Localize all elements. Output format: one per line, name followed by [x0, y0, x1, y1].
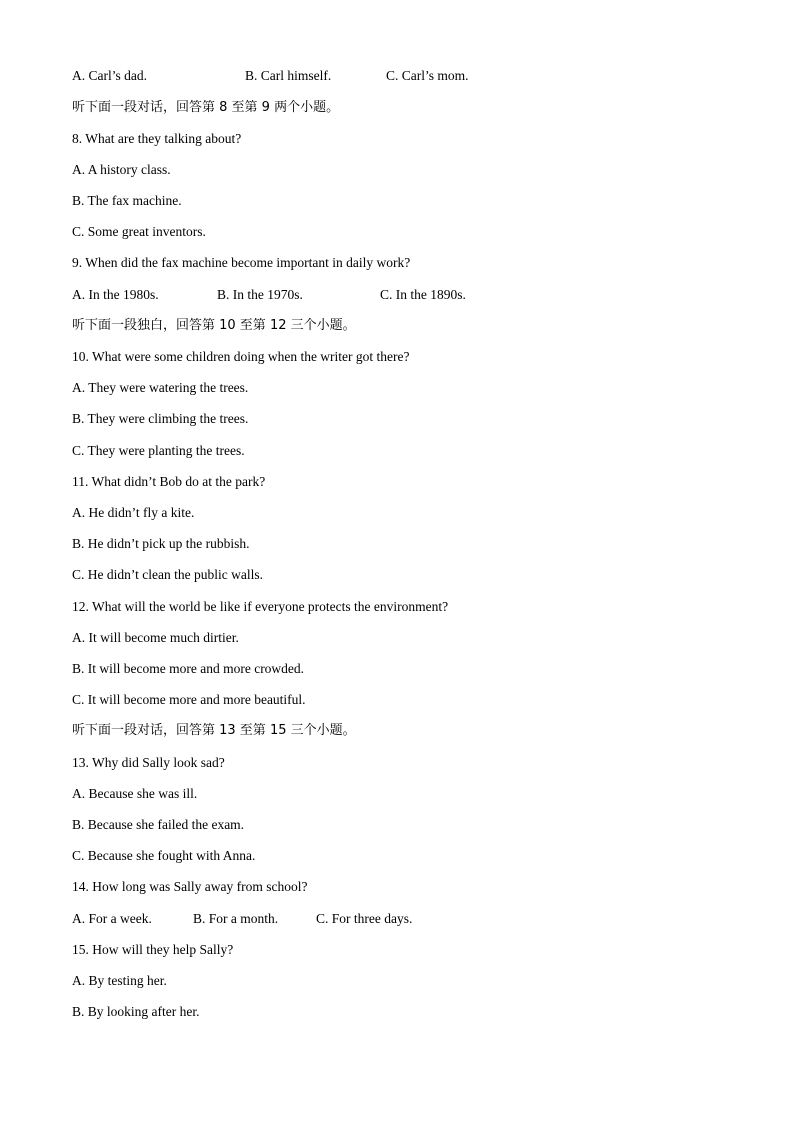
section-instruction-13-15: 听下面一段对话，回答第 13 至第 15 三个小题。: [72, 723, 356, 738]
q11-option-b: B. He didn’t pick up the rubbish.: [72, 536, 250, 551]
q13-question: 13. Why did Sally look sad?: [72, 755, 225, 770]
q13-option-b: B. Because she failed the exam.: [72, 817, 245, 832]
section-instruction-8-9: 听下面一段对话，回答第 8 至第 9 两个小题。: [72, 100, 340, 115]
q11-question: 11. What didn’t Bob do at the park?: [72, 474, 266, 489]
q14-option-c: C. For three days.: [316, 911, 413, 926]
q13-option-a: A. Because she was ill.: [72, 786, 198, 801]
q9-question: 9. When did the fax machine become important in daily work?: [72, 255, 411, 270]
q11-option-c: C. He didn’t clean the public walls.: [72, 567, 263, 582]
q7-option-c: C. Carl’s mom.: [386, 68, 469, 83]
q7-option-b: B. Carl himself.: [245, 68, 332, 83]
q15-option-b: B. By looking after her.: [72, 1004, 200, 1019]
q11-option-a: A. He didn’t fly a kite.: [72, 505, 195, 520]
q9-option-c: C. In the 1890s.: [380, 287, 466, 302]
section-instruction-10-12: 听下面一段独白，回答第 10 至第 12 三个小题。: [72, 318, 356, 333]
q8-option-b: B. The fax machine.: [72, 193, 182, 208]
q9-option-b: B. In the 1970s.: [217, 287, 303, 302]
q8-question: 8. What are they talking about?: [72, 131, 242, 146]
q13-option-c: C. Because she fought with Anna.: [72, 848, 256, 863]
q12-option-c: C. It will become more and more beautiful.: [72, 692, 306, 707]
q14-option-a: A. For a week.: [72, 911, 152, 926]
q12-option-b: B. It will become more and more crowded.: [72, 661, 305, 676]
q10-question: 10. What were some children doing when the writer got there?: [72, 349, 410, 364]
q8-option-c: C. Some great inventors.: [72, 224, 206, 239]
q10-option-b: B. They were climbing the trees.: [72, 411, 249, 426]
q15-option-a: A. By testing her.: [72, 973, 167, 988]
q15-question: 15. How will they help Sally?: [72, 942, 234, 957]
q9-option-a: A. In the 1980s.: [72, 287, 159, 302]
q12-question: 12. What will the world be like if everyone protects the environment?: [72, 599, 449, 614]
q10-option-c: C. They were planting the trees.: [72, 443, 245, 458]
q10-option-a: A. They were watering the trees.: [72, 380, 249, 395]
q14-question: 14. How long was Sally away from school?: [72, 879, 308, 894]
q8-option-a: A. A history class.: [72, 162, 171, 177]
q14-option-b: B. For a month.: [193, 911, 279, 926]
q12-option-a: A. It will become much dirtier.: [72, 630, 239, 645]
q7-option-a: A. Carl’s dad.: [72, 68, 147, 83]
